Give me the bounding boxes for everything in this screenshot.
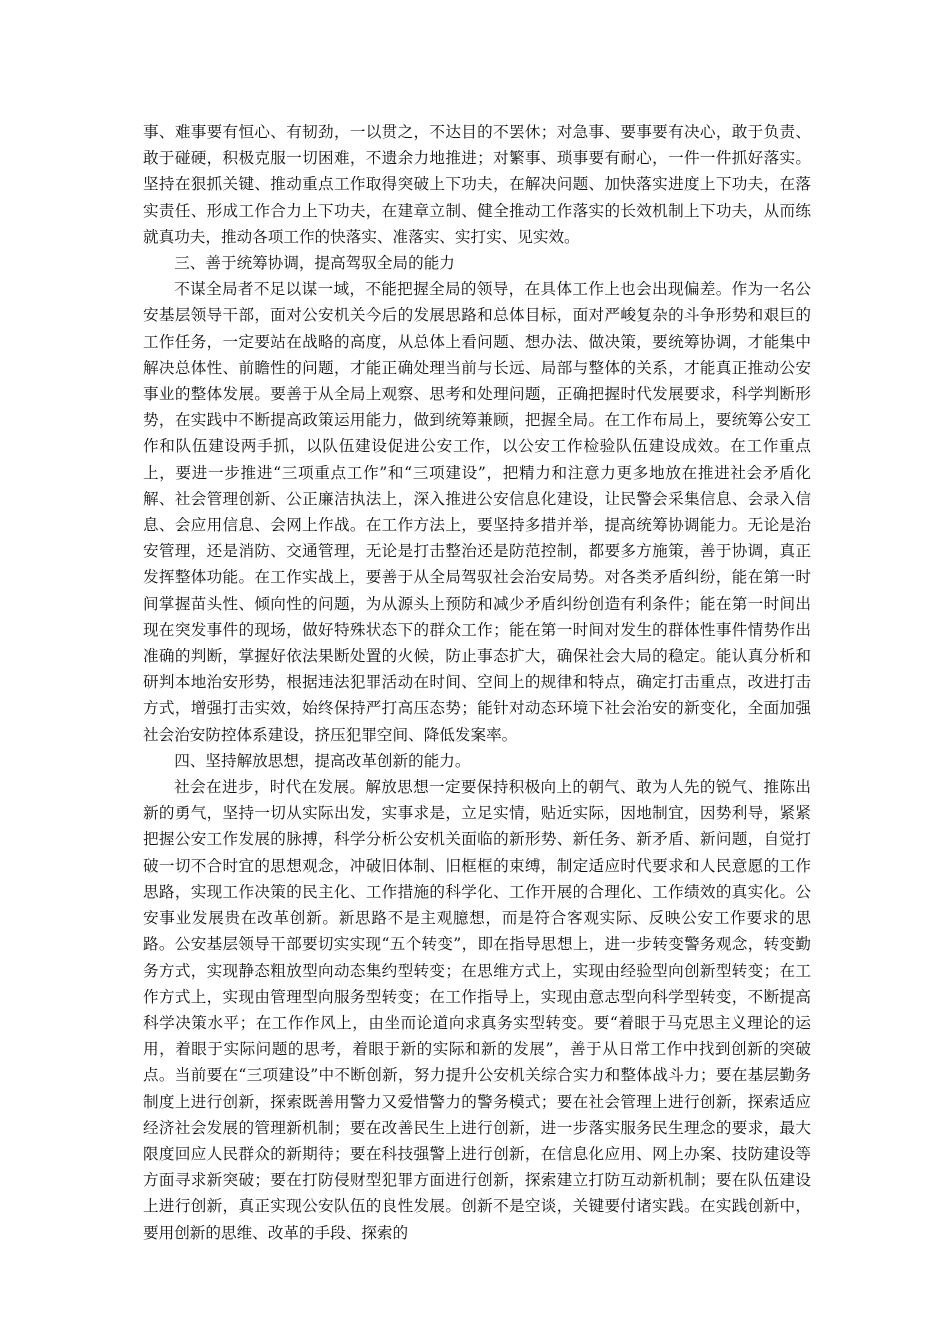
paragraph-section-4-body: 社会在进步，时代在发展。解放思想一定要保持积极向上的朝气、敢为人先的锐气、推陈出新的勇气，坚持一切从实际出发，实事求是，立足实情，贴近实际，因地制宜，因势利导，紧紧把握公安工作发展的脉搏，科学分析公安机关面临的新形势、新任务、新矛盾、新问题，自觉打破一切不合时宜的思想观念，冲破旧体制、旧框框的束缚，制定适应时代要求和人民意愿的工作思路，实现工作决策的民主化、工作措施的科学化、工作开展的合理化、工作绩效的真实化。公安事业发展贵在改革创新。新思路不是主观臆想，而是符合客观实际、反映公安工作要求的思路。公安基层领导干部要切实实现“五个转变”，即在指导思想上，进一步转变警务观念，转变勤务方式，实现静态粗放型向动态集约型转变；在思维方式上，实现由经验型向创新型转变；在工作方式上，实现由管理型向服务型转变；在工作指导上，实现由意志型向科学型转变，不断提高科学决策水平；在工作作风上，由坐而论道向求真务实型转变。要“着眼于马克思主义理论的运用，着眼于实际问题的思考，着眼于新的实际和新的发展”，善于从日常工作中找到创新的突破点。当前要在“三项建设”中不断创新，努力提升公安机关综合实力和整体战斗力；要在基层勤务制度上进行创新，探索既善用警力又爱惜警力的警务模式；要在社会管理上进行创新，探索适应经济社会发展的管理新机制；要在改善民生上进行创新，进一步落实服务民生理念的要求，最大限度回应人民群众的新期待；要在科技强警上进行创新，在信息化应用、网上办案、技防建设等方面寻求新突破；要在打防侵财型犯罪方面进行创新，探索建立打防互动新机制；要在队伍建设上进行创新，真正实现公安队伍的良性发展。创新不是空谈，关键要付诸实践。在实践创新中，要用创新的思维、改革的手段、探索的 <box>143 778 811 1242</box>
paragraph-continuation: 事、难事要有恒心、有韧劲，一以贯之，不达目的不罢休；对急事、要事要有决心，敢于负责、敢于碰硬，积极克服一切困难，不遗余力地推进；对繁事、琐事要有耐心，一件一件抓好落实。坚持在狠抓关键、推动重点工作取得突破上下功夫，在解决问题、加快落实进度上下功夫，在落实责任、形成工作合力上下功夫，在建章立制、健全推动工作落实的长效机制上下功夫，从而练就真功夫，推动各项工作的快落实、准落实、实打实、见实效。 <box>143 123 811 246</box>
section-heading-3: 三、善于统筹协调，提高驾驭全局的能力 <box>174 254 455 273</box>
document-body <box>143 119 811 1246</box>
section-heading-4: 四、坚持解放思想，提高改革创新的能力。 <box>174 751 471 770</box>
paragraph-section-3-body: 不谋全局者不足以谋一域，不能把握全局的领导，在具体工作上也会出现偏差。作为一名公安基层领导干部，面对公安机关今后的发展思路和总体目标，面对严峻复杂的斗争形势和艰巨的工作任务，一定要站在战略的高度，从总体上看问题、想办法、做决策，要统筹协调，才能集中解决总体性、前瞻性的问题，才能正确处理当前与长远、局部与整体的关系，才能真正推动公安事业的整体发展。要善于从全局上观察、思考和处理问题，正确把握时代发展要求，科学判断形势，在实践中不断提高政策运用能力，做到统筹兼顾，把握全局。在工作布局上，要统筹公安工作和队伍建设两手抓，以队伍建设促进公安工作，以公安工作检验队伍建设成效。在工作重点上，要进一步推进“三项重点工作”和“三项建设”，把精力和注意力更多地放在推进社会矛盾化解、社会管理创新、公正廉洁执法上，深入推进公安信息化建设，让民警会采集信息、会录入信息、会应用信息、会网上作战。在工作方法上，要坚持多措并举，提高统筹协调能力。无论是治安管理，还是消防、交通管理，无论是打击整治还是防范控制，都要多方施策，善于协调，真正发挥整体功能。在工作实战上，要善于从全局驾驭社会治安局势。对各类矛盾纠纷，能在第一时间掌握苗头性、倾向性的问题，为从源头上预防和减少矛盾纠纷创造有利条件；能在第一时间出现在突发事件的现场，做好特殊状态下的群众工作；能在第一时间对发生的群体性事件情势作出准确的判断，掌握好依法果断处置的火候，防止事态扩大，确保社会大局的稳定。能认真分析和研判本地治安形势，根据违法犯罪活动在时间、空间上的规律和特点，确定打击重点，改进打击方式，增强打击实效，始终保持严打高压态势；能针对动态环境下社会治安的新变化，全面加强社会治安防控体系建设，挤压犯罪空间、降低发案率。 <box>143 280 811 744</box>
